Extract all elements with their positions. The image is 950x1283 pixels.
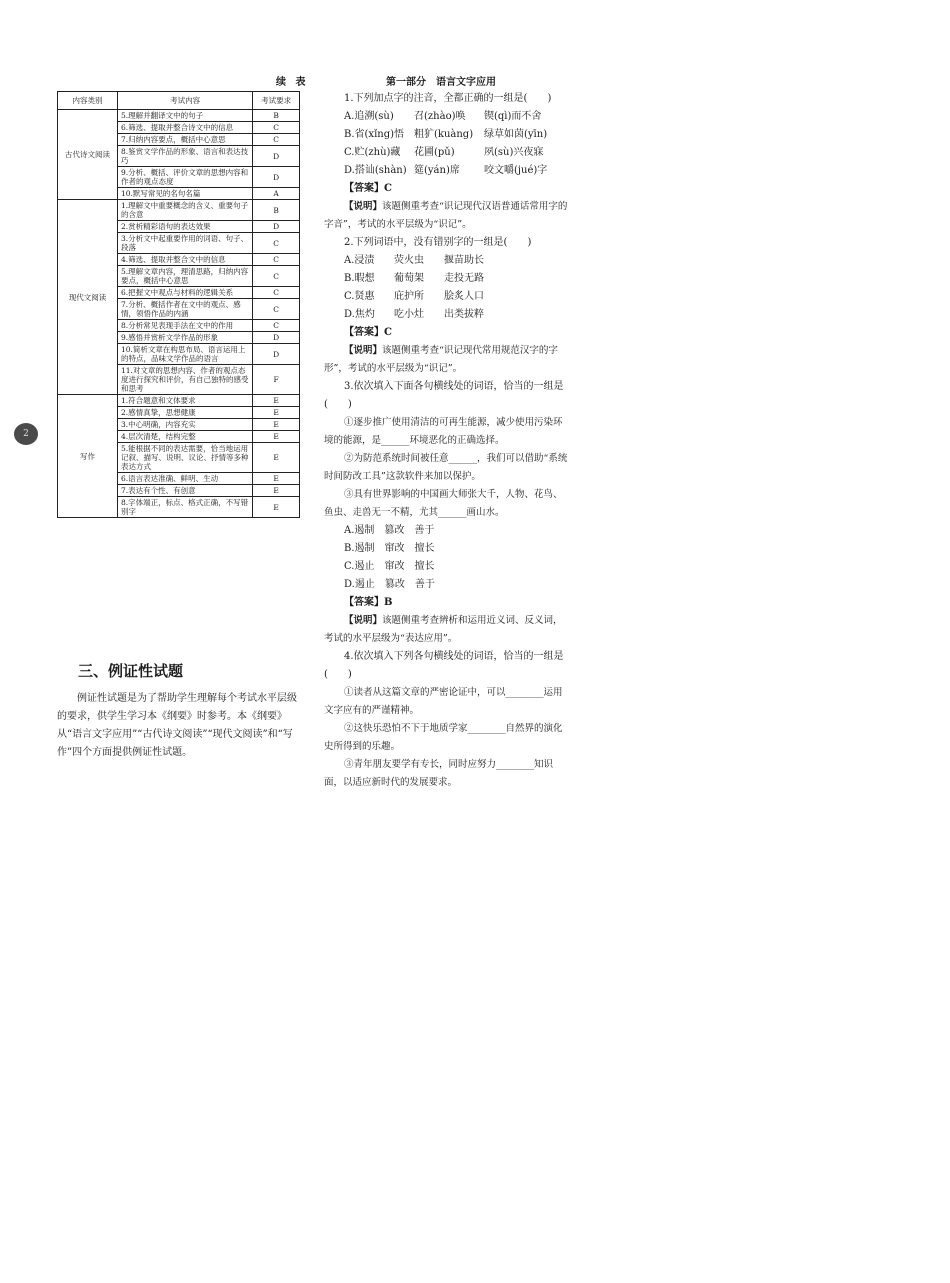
level-cell: D	[253, 167, 300, 188]
content-cell: 1.理解文中重要概念的含义、重要句子的含意	[117, 200, 252, 221]
option-part: 善于	[414, 525, 435, 536]
category-cell: 古代诗文阅读	[58, 110, 118, 200]
table-body	[58, 110, 300, 518]
question-2-stem: 2.下列词语中，没有错别字的一组是( )	[344, 237, 532, 248]
category-cell: 写作	[58, 395, 118, 518]
option-part: C.贮(zhù)藏	[344, 147, 401, 158]
option-part: 咬文嚼(jué)字	[484, 165, 548, 176]
q1-option-d	[324, 162, 570, 180]
option-part: 擅长	[414, 543, 435, 554]
content-cell: 4.层次清楚，结构完整	[117, 431, 252, 443]
q1-option-c	[324, 144, 570, 162]
table-row	[58, 395, 300, 407]
level-cell: C	[253, 233, 300, 254]
table-header-row	[58, 92, 300, 110]
option-part: 粗犷(kuàng)	[414, 129, 474, 140]
content-cell: 5.能根据不同的表达需要，恰当地运用记叙、描写、说明、议论、抒情等多种表达方式	[117, 443, 252, 473]
content-cell: 7.归纳内容要点，概括中心意思	[117, 134, 252, 146]
content-cell: 6.把握文中观点与材料的逻辑关系	[117, 287, 252, 299]
content-cell: 3.中心明确，内容充实	[117, 419, 252, 431]
continued-label: 续 表	[276, 77, 309, 88]
level-cell: D	[253, 332, 300, 344]
level-cell: C	[253, 134, 300, 146]
option-part: D.搭讪(shàn)	[344, 165, 407, 176]
option-part: A.追溯(sù)	[344, 111, 394, 122]
content-cell: 7.分析、概括作者在文中的观点、感情，领悟作品的内涵	[117, 299, 252, 320]
content-cell: 8.鉴赏文学作品的形象、语言和表达技巧	[117, 146, 252, 167]
content-cell: 1.符合题意和文体要求	[117, 395, 252, 407]
content-cell: 6.筛选、提取并整合诗文中的信息	[117, 122, 252, 134]
table-row	[58, 110, 300, 122]
option-part: 庇护所	[394, 291, 424, 302]
q3-sentence-1: ①逐步推广使用清洁的可再生能源，减少使用污染环境的能源，是______环境恶化的正确选择。	[324, 417, 563, 446]
q2-option-d	[324, 306, 570, 324]
note-text: 该题侧重考查“识记现代常用规范汉字的字形”，考试的水平层级为“识记”。	[324, 345, 558, 374]
q2-option-b	[324, 270, 570, 288]
option-part: 走投无路	[444, 273, 484, 284]
q3-option-b	[324, 540, 570, 558]
q1-option-a	[324, 108, 570, 126]
content-cell: 4.筛选、提取并整合文中的信息	[117, 254, 252, 266]
level-cell: B	[253, 110, 300, 122]
option-part: 篡改	[384, 579, 405, 590]
option-part: 吃小灶	[394, 309, 424, 320]
content-cell: 2.感情真挚，思想健康	[117, 407, 252, 419]
q3-option-a	[324, 522, 570, 540]
content-cell: 5.理解文章内容，理清思路，归纳内容要点，概括中心意思	[117, 266, 252, 287]
option-part: 善于	[414, 579, 435, 590]
level-cell: E	[253, 407, 300, 419]
content-cell: 10.简析文章在构思布局、语言运用上的特点，品味文学作品的语言	[117, 344, 252, 365]
q3-explanation	[324, 612, 570, 648]
option-part: 花圃(pǔ)	[414, 147, 455, 158]
note-label: 【说明】	[344, 615, 383, 626]
content-cell: 7.表达有个性、有创意	[117, 485, 252, 497]
section-title: 三、例证性试题	[78, 662, 184, 680]
requirements-table	[57, 91, 300, 518]
option-part: 揠苗助长	[444, 255, 484, 266]
q2-explanation	[324, 342, 570, 378]
option-part: 篡改	[384, 525, 405, 536]
q3-answer: 【答案】B	[344, 597, 393, 608]
level-cell: D	[253, 221, 300, 233]
option-part: A.浸渍	[344, 255, 375, 266]
content-cell: 10.默写常见的名句名篇	[117, 188, 252, 200]
level-cell: F	[253, 365, 300, 395]
note-label: 【说明】	[344, 201, 383, 212]
q2-answer: 【答案】C	[344, 327, 392, 338]
content-cell: 3.分析文中起重要作用的词语、句子、段落	[117, 233, 252, 254]
q1-option-b	[324, 126, 570, 144]
question-3-stem: 3.依次填入下面各句横线处的词语，恰当的一组是( )	[324, 381, 564, 410]
content-cell: 6.语言表达准确、鲜明、生动	[117, 473, 252, 485]
level-cell: D	[253, 344, 300, 365]
level-cell: A	[253, 188, 300, 200]
level-cell: E	[253, 497, 300, 518]
level-cell: C	[253, 266, 300, 287]
q1-explanation	[324, 198, 570, 234]
question-1-stem: 1.下列加点字的注音，全都正确的一组是( )	[344, 93, 552, 104]
note-text: 该题侧重考查“识记现代汉语普通话常用字的字音”，考试的水平层级为“识记”。	[324, 201, 568, 230]
header-content: 考试内容	[117, 92, 252, 110]
note-label: 【说明】	[344, 345, 383, 356]
question-4-stem: 4.依次填入下列各句横线处的词语，恰当的一组是( )	[324, 651, 564, 680]
note-text: 该题侧重考查辨析和运用近义词、反义词，考试的水平层级为“表达应用”。	[324, 615, 563, 644]
option-part: 窜改	[384, 543, 405, 554]
level-cell: C	[253, 320, 300, 332]
level-cell: B	[253, 200, 300, 221]
option-part: B.暇想	[344, 273, 375, 284]
option-part: C.遏止	[344, 561, 375, 572]
level-cell: E	[253, 443, 300, 473]
category-cell: 现代文阅读	[58, 200, 118, 395]
option-part: 锲(qì)而不舍	[484, 111, 542, 122]
level-cell: C	[253, 254, 300, 266]
option-part: 夙(sù)兴夜寐	[484, 147, 544, 158]
option-part: 葡萄架	[394, 273, 424, 284]
option-part: B.省(xǐng)悟	[344, 129, 405, 140]
q2-option-a	[324, 252, 570, 270]
option-part: 召(zhào)唤	[414, 111, 466, 122]
option-part: 擅长	[414, 561, 435, 572]
content-cell: 8.字体端正，标点、格式正确，不写错别字	[117, 497, 252, 518]
header-level: 考试要求	[253, 92, 300, 110]
page-number-badge: 2	[14, 423, 38, 445]
q4-sentence-2: ②这快乐恐怕不下于地质学家________自然界的演化史所得到的乐趣。	[324, 723, 563, 752]
content-cell: 9.分析、概括、评价文章的思想内容和作者的观点态度	[117, 167, 252, 188]
q3-sentence-3: ③具有世界影响的中国画大师张大千，人物、花鸟、鱼虫、走兽无一不精，尤其______画山水。	[324, 489, 563, 518]
level-cell: C	[253, 287, 300, 299]
option-part: C.贤惠	[344, 291, 375, 302]
page-header: 第一部分 语言文字应用	[386, 77, 496, 88]
q2-option-c	[324, 288, 570, 306]
option-part: 脍炙人口	[444, 291, 484, 302]
level-cell: D	[253, 146, 300, 167]
content-cell: 5.理解并翻译文中的句子	[117, 110, 252, 122]
q4-sentence-1: ①读者从这篇文章的严密论证中，可以________运用文字应有的严谨精神。	[324, 687, 563, 716]
option-part: 绿草如茵(yīn)	[484, 129, 548, 140]
level-cell: C	[253, 299, 300, 320]
q3-option-d	[324, 576, 570, 594]
option-part: A.遏制	[344, 525, 375, 536]
content-cell: 9.感悟并赏析文学作品的形象	[117, 332, 252, 344]
option-part: D.焦灼	[344, 309, 375, 320]
content-cell: 8.分析常见表现手法在文中的作用	[117, 320, 252, 332]
section-paragraph: 例证性试题是为了帮助学生理解每个考试水平层级的要求，供学生学习本《纲要》时参考。本《纲要》从“语言文字应用”“古代诗文阅读”“现代文阅读”和“写作”四个方面提供例证性试题。	[57, 693, 297, 758]
questions-column	[324, 90, 570, 792]
level-cell: E	[253, 431, 300, 443]
table-row	[58, 200, 300, 221]
option-part: 筵(yán)席	[414, 165, 460, 176]
level-cell: E	[253, 473, 300, 485]
option-part: 荧火虫	[394, 255, 424, 266]
q1-answer: 【答案】C	[344, 183, 392, 194]
header-category: 内容类别	[58, 92, 118, 110]
option-part: B.遏制	[344, 543, 375, 554]
q4-sentence-3: ③青年朋友要学有专长，同时应努力________知识面，以适应新时代的发展要求。	[324, 759, 554, 788]
content-cell: 2.赏析精彩语句的表达效果	[117, 221, 252, 233]
option-part: D.遏止	[344, 579, 375, 590]
level-cell: C	[253, 122, 300, 134]
content-cell: 11.对文章的思想内容、作者的观点态度进行探究和评价，有自己独特的感受和思考	[117, 365, 252, 395]
q3-sentence-2: ②为防范系统时间被任意______，我们可以借助“系统时间防改工具”这款软件来加以保护。	[324, 453, 568, 482]
q3-option-c	[324, 558, 570, 576]
level-cell: E	[253, 485, 300, 497]
level-cell: E	[253, 419, 300, 431]
option-part: 出类拔粹	[444, 309, 484, 320]
option-part: 窜改	[384, 561, 405, 572]
level-cell: E	[253, 395, 300, 407]
